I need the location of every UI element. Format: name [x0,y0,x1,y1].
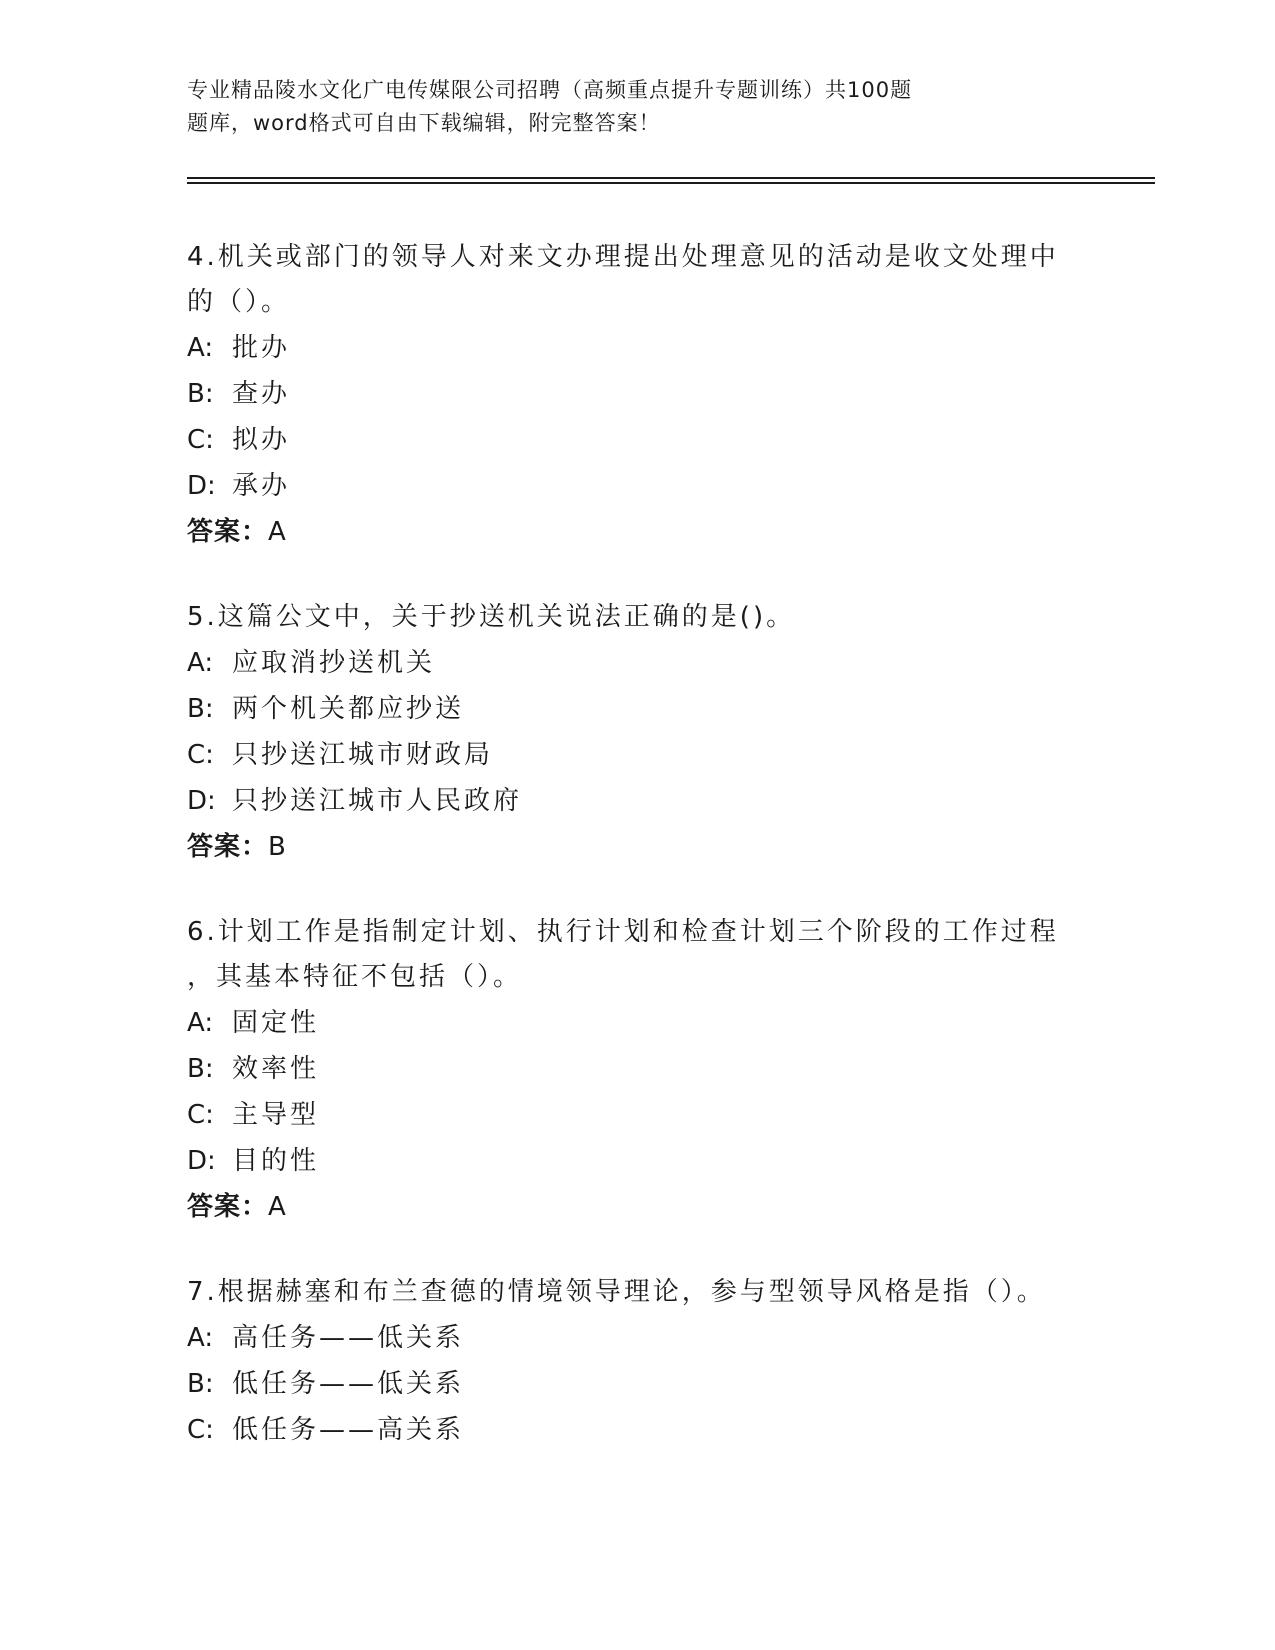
question-list [187,235,1067,1493]
question-block [187,235,1067,555]
answer-line [187,824,1067,870]
answer-label: 答案： [187,1192,269,1222]
option-letter: C: [187,1100,214,1130]
option-letter: C: [187,425,214,455]
question-block [187,910,1067,1230]
option-letter: A: [187,1008,214,1038]
answer-option [187,1092,1067,1138]
answer-option [187,325,1067,371]
option-letter: A: [187,1323,214,1353]
header-line-2: 题库，word格式可自由下载编辑，附完整答案！ [187,111,661,135]
option-letter: C: [187,1415,214,1445]
answer-option [187,1407,1067,1453]
question-stem: 7.根据赫塞和布兰查德的情境领导理论，参与型领导风格是指（）。 [187,1277,1046,1307]
document-header [187,74,1027,140]
question-stem: 的（）。 [187,287,291,317]
answer-option [187,778,1067,824]
answer-option [187,1000,1067,1046]
option-text: 拟办 [232,425,291,455]
answer-option [187,640,1067,686]
option-text: 高任务——低关系 [232,1323,465,1353]
option-letter: D: [187,471,216,501]
answer-option [187,1046,1067,1092]
question-stem: ，其基本特征不包括（）。 [187,962,523,992]
answer-option [187,686,1067,732]
question-stem: 5.这篇公文中，关于抄送机关说法正确的是()。 [187,602,796,632]
option-letter: C: [187,740,214,770]
answer-label: 答案： [187,832,269,862]
option-text: 只抄送江城市人民政府 [232,786,523,816]
option-letter: D: [187,1146,216,1176]
option-text: 应取消抄送机关 [232,648,436,678]
question-stem: 4.机关或部门的领导人对来文办理提出处理意见的活动是收文处理中 [187,242,1059,272]
option-text: 低任务——高关系 [232,1415,465,1445]
header-line-1: 专业精品陵水文化广电传媒限公司招聘（高频重点提升专题训练）共100题 [187,78,913,102]
answer-option [187,732,1067,778]
option-text: 固定性 [232,1008,320,1038]
answer-value: A [268,517,287,547]
option-letter: B: [187,1054,214,1084]
answer-option [187,417,1067,463]
header-rule-top [187,177,1155,179]
answer-value: B [268,832,287,862]
option-letter: A: [187,648,214,678]
question-stem: 6.计划工作是指制定计划、执行计划和检查计划三个阶段的工作过程 [187,917,1059,947]
option-text: 目的性 [232,1146,320,1176]
option-text: 批办 [232,333,291,363]
answer-option [187,1138,1067,1184]
question-block [187,595,1067,870]
answer-line [187,509,1067,555]
answer-option [187,463,1067,509]
answer-value: A [268,1192,287,1222]
answer-label: 答案： [187,517,269,547]
question-block [187,1270,1067,1453]
option-text: 两个机关都应抄送 [232,694,465,724]
header-rule-bottom [187,182,1155,184]
option-letter: B: [187,1369,214,1399]
answer-option [187,1315,1067,1361]
answer-line [187,1184,1067,1230]
option-letter: D: [187,786,216,816]
option-text: 效率性 [232,1054,320,1084]
answer-option [187,1361,1067,1407]
answer-option [187,371,1067,417]
option-text: 只抄送江城市财政局 [232,740,494,770]
option-letter: B: [187,694,214,724]
option-text: 查办 [232,379,291,409]
option-letter: A: [187,333,214,363]
option-text: 低任务——低关系 [232,1369,465,1399]
option-text: 承办 [232,471,291,501]
option-letter: B: [187,379,214,409]
option-text: 主导型 [232,1100,320,1130]
